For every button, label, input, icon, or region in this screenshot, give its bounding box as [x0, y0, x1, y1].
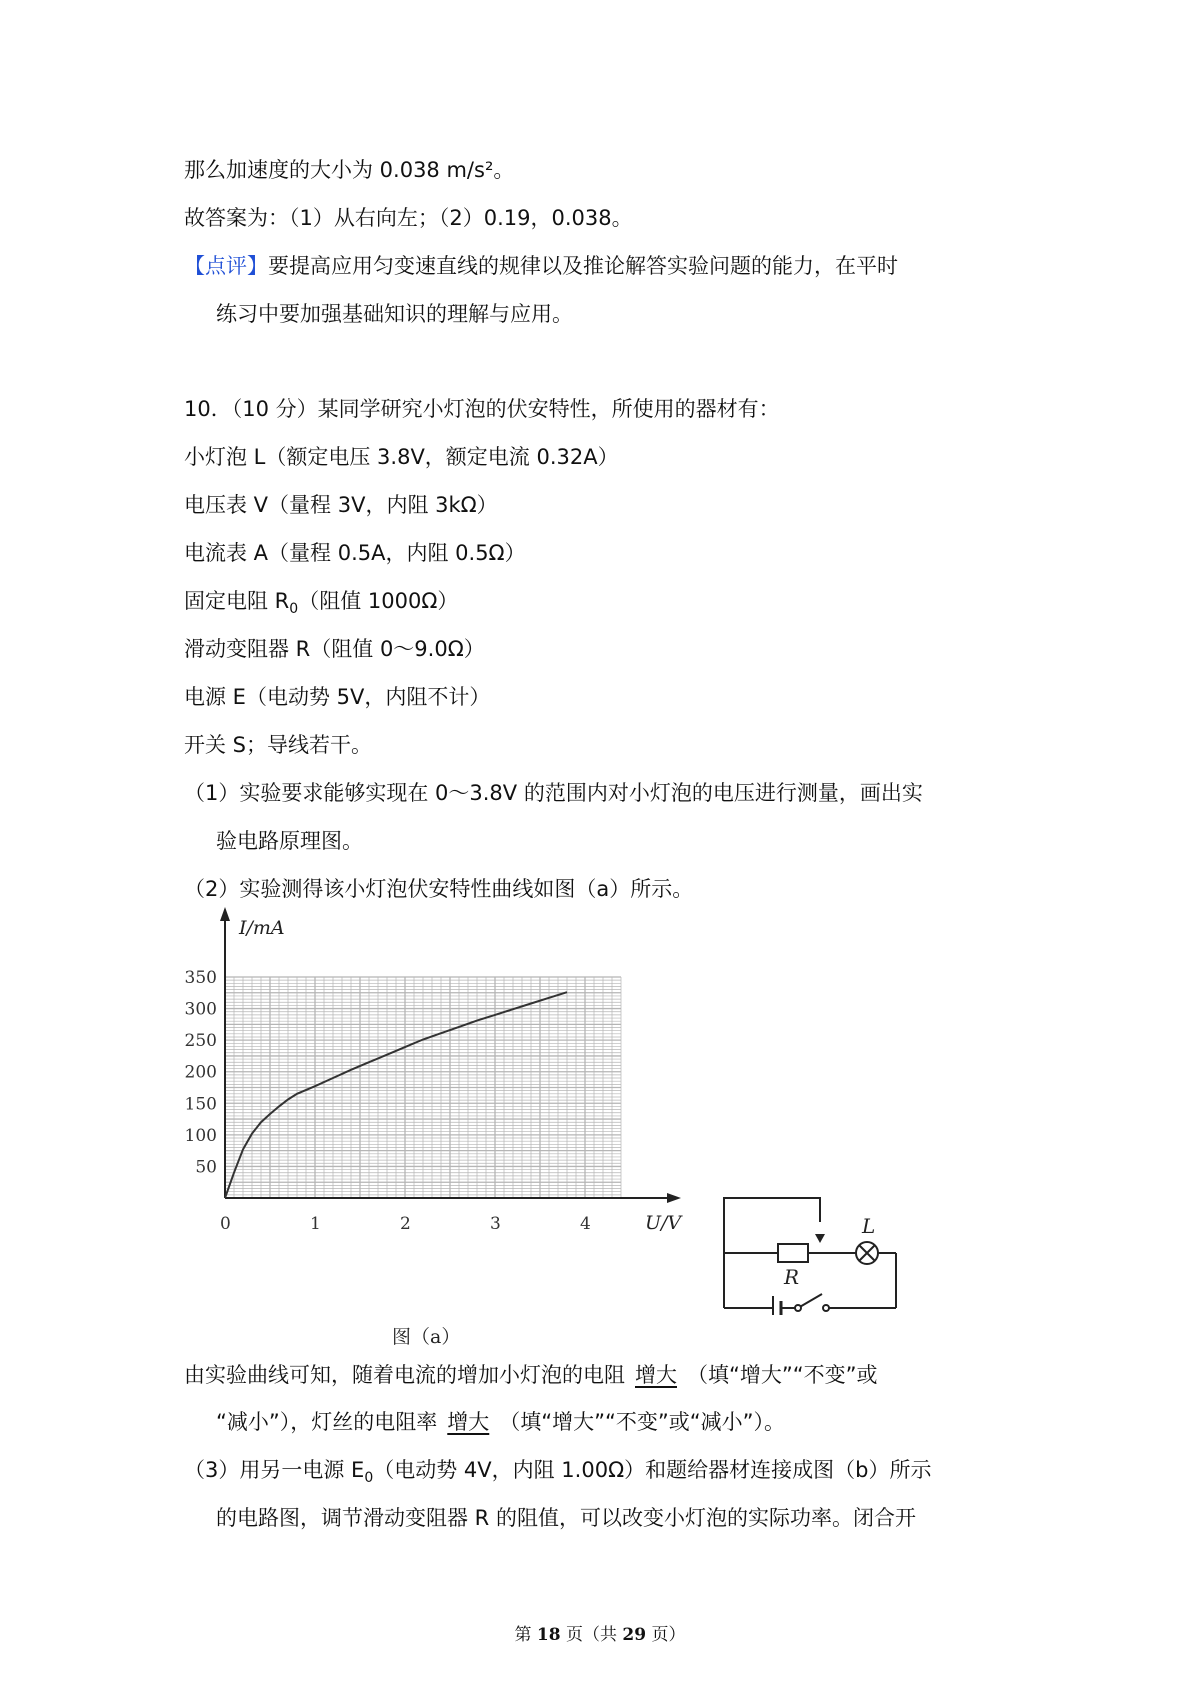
- figure-a-caption: 图（a）: [392, 1326, 461, 1348]
- question-10-stem: 10．（10 分）某同学研究小灯泡的伏安特性，所使用的器材有：: [184, 397, 780, 421]
- equipment-rheostat: 滑动变阻器 R（阻值 0～9.0Ω）: [184, 637, 485, 661]
- conclusion-line-1: 由实验曲线可知，随着电流的增加小灯泡的电阻 增大 （填“增大”“不变”或: [184, 1363, 878, 1387]
- y-tick-label: 300: [184, 999, 217, 1020]
- page-number: 18: [536, 1625, 561, 1645]
- label-rheostat: R: [784, 1265, 800, 1289]
- equipment-voltmeter: 电压表 V（量程 3V，内阻 3kΩ）: [184, 493, 498, 517]
- switch-icon: [795, 1294, 829, 1311]
- x-tick-label: 0: [220, 1214, 231, 1234]
- answer-blank-resistance: 增大: [635, 1363, 677, 1387]
- y-tick-label: 150: [184, 1094, 217, 1115]
- equipment-lamp: 小灯泡 L（额定电压 3.8V，额定电流 0.32A）: [184, 445, 619, 469]
- x-axis-label: U/V: [645, 1212, 682, 1234]
- equipment-fixed-resistor: 固定电阻 $R_0$（阻值 1000Ω）: [184, 589, 459, 618]
- equipment-source: 电源 E（电动势 5V，内阻不计）: [184, 685, 491, 709]
- y-axis-arrow: [220, 907, 230, 921]
- x-tick-label: 4: [580, 1214, 591, 1234]
- page-total: 29: [622, 1625, 647, 1645]
- comment-tag: 【点评】: [184, 254, 268, 278]
- part-3-line-2: 的电路图，调节滑动变阻器 R 的阻值，可以改变小灯泡的实际功率。闭合开: [216, 1506, 916, 1530]
- label-lamp: L: [862, 1214, 876, 1238]
- conclusion-line-2: “减小”），灯丝的电阻率 增大 （填“增大”“不变”或“减小”）。: [216, 1410, 786, 1434]
- y-tick-label: 350: [184, 968, 217, 988]
- part-1-line-1: （1）实验要求能够实现在 0～3.8V 的范围内对小灯泡的电压进行测量，画出实: [184, 781, 923, 805]
- equipment-switch: 开关 S；导线若干。: [184, 733, 373, 757]
- circuit-diagram: [715, 1135, 915, 1315]
- comment-text: 要提高应用匀变速直线的规律以及推论解答实验问题的能力，在平时: [268, 254, 898, 278]
- part-3-line-1: （3）用另一电源 $E_0$（电动势 4V，内阻 1.00Ω）和题给器材连接成图（b）所示: [184, 1458, 932, 1487]
- equipment-ammeter: 电流表 A（量程 0.5A，内阻 0.5Ω）: [184, 541, 526, 565]
- battery-icon: [773, 1296, 781, 1315]
- y-tick-label: 250: [184, 1031, 217, 1052]
- x-tick-label: 1: [310, 1214, 321, 1234]
- x-tick-label: 3: [490, 1214, 501, 1234]
- y-axis-label: I/mA: [239, 917, 285, 939]
- part-1-line-2: 验电路原理图。: [216, 829, 363, 853]
- y-tick-label: 100: [184, 1125, 217, 1146]
- lamp-icon: [856, 1242, 878, 1264]
- iu-chart: [165, 905, 710, 1350]
- answer-line-acceleration: 那么加速度的大小为 0.038 m/s²。: [184, 158, 515, 182]
- comment-line: [184, 252, 898, 280]
- answer-line-summary: 故答案为：（1）从右向左；（2）0.19，0.038。: [184, 206, 633, 230]
- y-tick-label: 200: [184, 1062, 217, 1083]
- y-tick-label: 50: [195, 1157, 217, 1178]
- answer-blank-resistivity: 增大: [447, 1410, 490, 1434]
- part-2-line: （2）实验测得该小灯泡伏安特性曲线如图（a）所示。: [184, 877, 694, 901]
- page-footer: 第 18 页（共 29 页）: [514, 1625, 686, 1645]
- comment-line-2: 练习中要加强基础知识的理解与应用。: [216, 302, 573, 326]
- x-axis-arrow: [667, 1193, 681, 1203]
- x-tick-label: 2: [400, 1214, 411, 1234]
